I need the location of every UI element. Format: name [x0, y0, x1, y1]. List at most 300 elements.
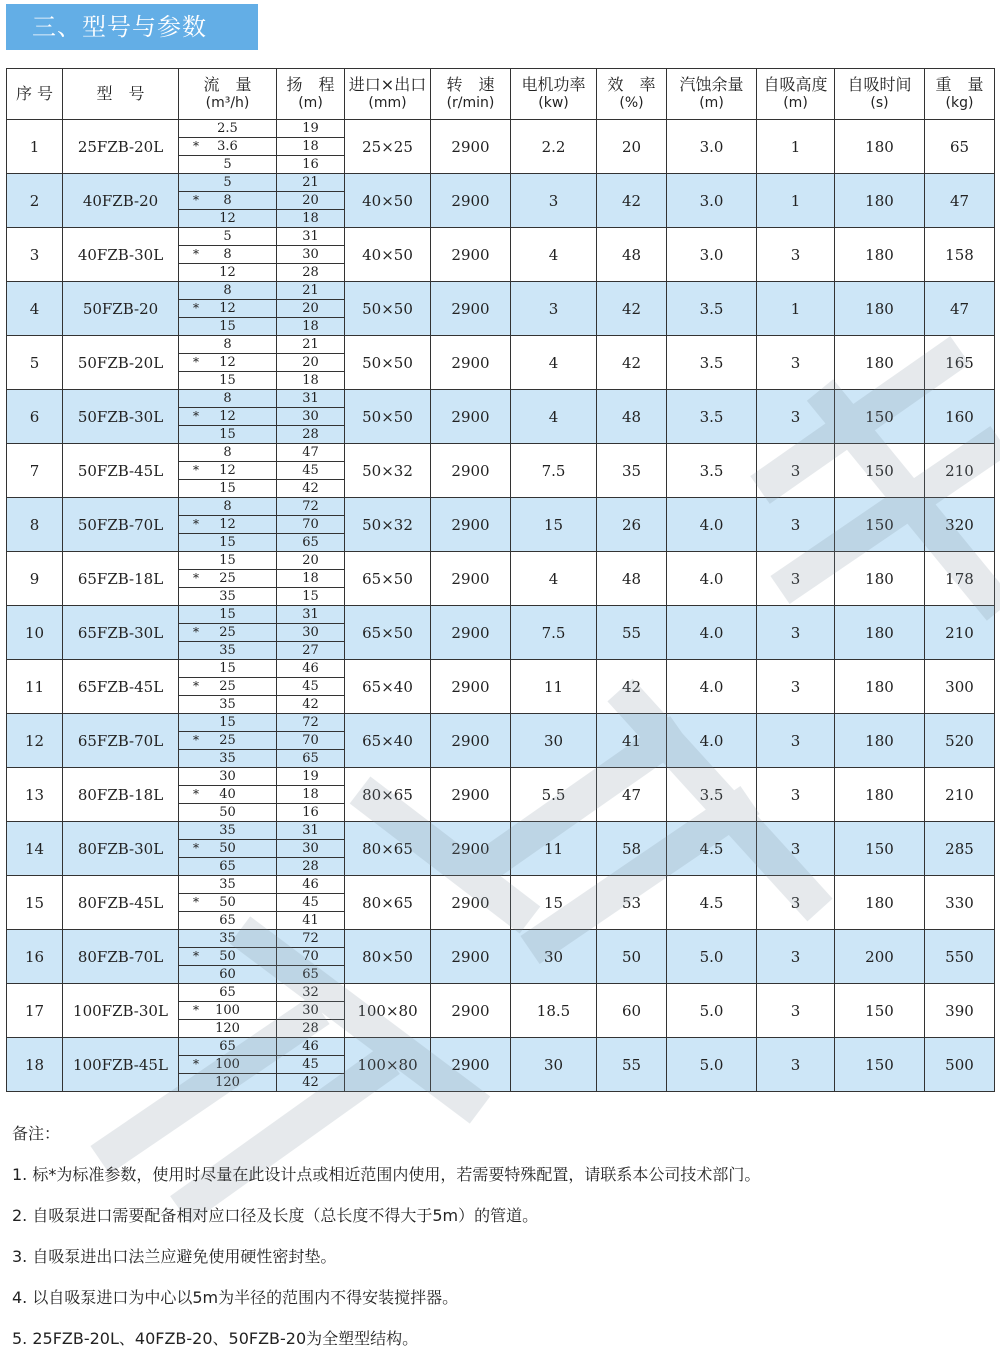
- cell-speed-value: 2900: [451, 407, 490, 426]
- cell-flow: [179, 138, 277, 156]
- standard-point-marker: *: [193, 625, 199, 639]
- cell-model-value: 80FZB-45L: [77, 893, 164, 912]
- cell-flow-value: 35: [219, 877, 236, 892]
- standard-point-marker: *: [193, 841, 199, 855]
- cell-no-value: 14: [24, 839, 45, 858]
- cell-model-value: 80FZB-70L: [77, 947, 164, 966]
- cell-power-value: 30: [543, 731, 564, 750]
- cell-eff-value: 42: [621, 677, 642, 696]
- column-header-unit: (mm): [368, 95, 407, 111]
- column-header: [63, 69, 179, 120]
- cell-io-value: 80×50: [362, 947, 413, 966]
- cell-io-value: 100×80: [357, 1001, 418, 1020]
- cell-lift-value: 3: [790, 1001, 801, 1020]
- cell-time-value: 180: [865, 353, 894, 372]
- cell-time-value: 150: [865, 461, 894, 480]
- cell-speed: [431, 282, 511, 336]
- cell-model-value: 25FZB-20L: [77, 137, 164, 156]
- cell-eff: [597, 444, 667, 498]
- cell-flow: [179, 300, 277, 318]
- cell-npsh: [667, 984, 757, 1038]
- cell-eff: [597, 714, 667, 768]
- cell-head: [277, 408, 345, 426]
- cell-flow: [179, 678, 277, 696]
- standard-point-marker: *: [193, 679, 199, 693]
- cell-eff: [597, 174, 667, 228]
- cell-flow-value: 100: [215, 1003, 240, 1018]
- cell-npsh: [667, 1038, 757, 1092]
- cell-head: [277, 228, 345, 246]
- cell-flow: [179, 1056, 277, 1074]
- cell-head: [277, 372, 345, 390]
- cell-speed-value: 2900: [451, 353, 490, 372]
- standard-point-marker: *: [193, 355, 199, 369]
- cell-weight: [925, 390, 995, 444]
- cell-power: [511, 984, 597, 1038]
- column-header-unit: (kg): [945, 95, 974, 111]
- cell-head-value: 28: [302, 265, 319, 280]
- column-header: [597, 69, 667, 120]
- standard-point-marker: *: [193, 787, 199, 801]
- cell-flow-value: 8: [223, 247, 232, 262]
- cell-npsh: [667, 174, 757, 228]
- column-header: [277, 69, 345, 120]
- cell-npsh-value: 3.5: [699, 461, 724, 480]
- column-header: [667, 69, 757, 120]
- cell-flow: [179, 966, 277, 984]
- cell-time: [835, 606, 925, 660]
- cell-npsh-value: 3.0: [699, 137, 724, 156]
- cell-speed: [431, 174, 511, 228]
- cell-eff-value: 55: [621, 623, 642, 642]
- cell-speed: [431, 444, 511, 498]
- cell-weight: [925, 984, 995, 1038]
- cell-time-value: 150: [865, 1001, 894, 1020]
- cell-speed: [431, 120, 511, 174]
- cell-flow-value: 3.6: [217, 139, 238, 154]
- cell-model: [63, 876, 179, 930]
- cell-head: [277, 498, 345, 516]
- cell-flow: [179, 462, 277, 480]
- cell-weight: [925, 336, 995, 390]
- cell-no-value: 12: [24, 731, 45, 750]
- cell-speed: [431, 714, 511, 768]
- cell-time-value: 180: [865, 893, 894, 912]
- column-header-unit: (m): [699, 95, 724, 111]
- cell-speed-value: 2900: [451, 191, 490, 210]
- cell-model: [63, 1038, 179, 1092]
- cell-npsh-value: 4.0: [699, 623, 724, 642]
- cell-npsh: [667, 606, 757, 660]
- cell-flow-value: 40: [219, 787, 236, 802]
- cell-weight-value: 165: [945, 353, 974, 372]
- cell-flow-value: 8: [223, 445, 232, 460]
- cell-power-value: 11: [543, 839, 564, 858]
- cell-head: [277, 966, 345, 984]
- column-header-label: 汽蚀余量: [679, 75, 744, 94]
- cell-flow: [179, 390, 277, 408]
- cell-head-value: 27: [302, 643, 319, 658]
- cell-lift: [757, 714, 835, 768]
- cell-io: [345, 1038, 431, 1092]
- cell-time: [835, 498, 925, 552]
- cell-npsh: [667, 444, 757, 498]
- cell-head: [277, 588, 345, 606]
- cell-head-value: 72: [302, 499, 319, 514]
- cell-time-value: 180: [865, 677, 894, 696]
- cell-flow: [179, 804, 277, 822]
- cell-flow-value: 15: [219, 319, 236, 334]
- cell-flow-value: 100: [215, 1057, 240, 1072]
- cell-speed-value: 2900: [451, 461, 490, 480]
- cell-flow: [179, 354, 277, 372]
- cell-lift: [757, 660, 835, 714]
- cell-flow: [179, 732, 277, 750]
- table-row: [7, 984, 995, 1002]
- cell-power-value: 5.5: [541, 785, 566, 804]
- cell-weight-value: 47: [949, 191, 970, 210]
- cell-npsh: [667, 282, 757, 336]
- cell-weight-value: 160: [945, 407, 974, 426]
- cell-head: [277, 1020, 345, 1038]
- cell-no-value: 10: [24, 623, 45, 642]
- cell-flow: [179, 120, 277, 138]
- cell-head: [277, 480, 345, 498]
- cell-head-value: 46: [302, 877, 319, 892]
- table-row: [7, 120, 995, 138]
- cell-lift-value: 3: [790, 677, 801, 696]
- cell-time: [835, 282, 925, 336]
- cell-head-value: 31: [302, 823, 319, 838]
- cell-npsh: [667, 228, 757, 282]
- cell-time-value: 180: [865, 137, 894, 156]
- cell-head: [277, 624, 345, 642]
- cell-npsh-value: 3.5: [699, 299, 724, 318]
- cell-power: [511, 768, 597, 822]
- cell-speed-value: 2900: [451, 1055, 490, 1074]
- cell-head: [277, 336, 345, 354]
- cell-npsh: [667, 552, 757, 606]
- cell-flow-value: 50: [219, 895, 236, 910]
- cell-flow-value: 12: [219, 355, 236, 370]
- cell-head: [277, 444, 345, 462]
- cell-io: [345, 606, 431, 660]
- column-header-unit: (r/min): [446, 95, 495, 111]
- cell-eff: [597, 768, 667, 822]
- cell-power: [511, 714, 597, 768]
- cell-speed-value: 2900: [451, 137, 490, 156]
- cell-flow-value: 25: [219, 571, 236, 586]
- cell-eff: [597, 984, 667, 1038]
- cell-head: [277, 750, 345, 768]
- cell-lift-value: 3: [790, 353, 801, 372]
- column-header-unit: (m): [783, 95, 808, 111]
- cell-npsh-value: 4.5: [699, 839, 724, 858]
- cell-weight-value: 550: [945, 947, 974, 966]
- cell-speed: [431, 822, 511, 876]
- cell-no: [7, 336, 63, 390]
- cell-lift-value: 3: [790, 569, 801, 588]
- cell-no-value: 18: [24, 1055, 45, 1074]
- cell-no: [7, 714, 63, 768]
- cell-no: [7, 282, 63, 336]
- cell-time: [835, 336, 925, 390]
- cell-flow: [179, 930, 277, 948]
- cell-io: [345, 660, 431, 714]
- cell-eff-value: 58: [621, 839, 642, 858]
- cell-flow-value: 35: [219, 823, 236, 838]
- cell-io-value: 50×50: [362, 407, 413, 426]
- cell-npsh: [667, 822, 757, 876]
- cell-model-value: 50FZB-70L: [77, 515, 164, 534]
- cell-power-value: 3: [548, 191, 559, 210]
- cell-time: [835, 444, 925, 498]
- cell-power: [511, 930, 597, 984]
- cell-no: [7, 498, 63, 552]
- cell-head-value: 31: [302, 391, 319, 406]
- cell-time-value: 150: [865, 515, 894, 534]
- cell-head: [277, 534, 345, 552]
- standard-point-marker: *: [193, 1003, 199, 1017]
- cell-head-value: 18: [302, 373, 319, 388]
- cell-io: [345, 336, 431, 390]
- cell-weight: [925, 930, 995, 984]
- cell-head-value: 18: [302, 787, 319, 802]
- cell-eff: [597, 552, 667, 606]
- cell-model-value: 80FZB-30L: [77, 839, 164, 858]
- cell-flow: [179, 642, 277, 660]
- cell-head-value: 28: [302, 427, 319, 442]
- cell-lift: [757, 768, 835, 822]
- cell-model: [63, 930, 179, 984]
- cell-head-value: 46: [302, 1039, 319, 1054]
- cell-speed: [431, 336, 511, 390]
- cell-head-value: 18: [302, 319, 319, 334]
- cell-npsh: [667, 876, 757, 930]
- cell-flow-value: 120: [215, 1021, 240, 1036]
- cell-flow: [179, 768, 277, 786]
- table-row: [7, 552, 995, 570]
- cell-flow-value: 15: [219, 607, 236, 622]
- table-body: [7, 120, 995, 1092]
- cell-flow-value: 12: [219, 265, 236, 280]
- cell-io-value: 65×40: [362, 677, 413, 696]
- cell-io-value: 100×80: [357, 1055, 418, 1074]
- cell-flow: [179, 264, 277, 282]
- cell-lift-value: 1: [790, 299, 801, 318]
- cell-npsh-value: 3.5: [699, 407, 724, 426]
- cell-head-value: 72: [302, 715, 319, 730]
- column-header: [345, 69, 431, 120]
- cell-no-value: 4: [29, 299, 40, 318]
- cell-power-value: 4: [548, 407, 559, 426]
- cell-head-value: 45: [302, 463, 319, 478]
- cell-speed-value: 2900: [451, 677, 490, 696]
- cell-head-value: 65: [302, 535, 319, 550]
- note-item: 2. 自吸泵进口需要配备相对应口径及长度（总长度不得大于5m）的管道。: [12, 1206, 539, 1225]
- column-header-label: 序 号: [15, 84, 54, 103]
- cell-flow-value: 120: [215, 1075, 240, 1090]
- cell-model: [63, 606, 179, 660]
- cell-time: [835, 174, 925, 228]
- cell-head-value: 16: [302, 805, 319, 820]
- cell-time: [835, 120, 925, 174]
- cell-power-value: 11: [543, 677, 564, 696]
- table-row: [7, 1038, 995, 1056]
- cell-speed: [431, 930, 511, 984]
- cell-power: [511, 552, 597, 606]
- table-row: [7, 498, 995, 516]
- cell-lift-value: 3: [790, 461, 801, 480]
- cell-weight: [925, 552, 995, 606]
- cell-flow-value: 30: [219, 769, 236, 784]
- cell-model: [63, 822, 179, 876]
- cell-npsh-value: 3.5: [699, 785, 724, 804]
- cell-power: [511, 498, 597, 552]
- cell-io-value: 80×65: [362, 839, 413, 858]
- cell-model-value: 65FZB-70L: [77, 731, 164, 750]
- notes-heading: 备注：: [12, 1124, 61, 1143]
- standard-point-marker: *: [193, 1057, 199, 1071]
- cell-head-value: 42: [302, 481, 319, 496]
- cell-flow-value: 35: [219, 589, 236, 604]
- cell-flow: [179, 750, 277, 768]
- cell-weight-value: 520: [945, 731, 974, 750]
- column-header: [835, 69, 925, 120]
- cell-power: [511, 174, 597, 228]
- cell-weight: [925, 606, 995, 660]
- cell-weight: [925, 714, 995, 768]
- cell-head: [277, 912, 345, 930]
- cell-no: [7, 174, 63, 228]
- cell-no: [7, 768, 63, 822]
- cell-flow-value: 5: [223, 175, 232, 190]
- cell-lift-value: 3: [790, 839, 801, 858]
- cell-io-value: 40×50: [362, 245, 413, 264]
- cell-speed-value: 2900: [451, 731, 490, 750]
- cell-head: [277, 642, 345, 660]
- cell-npsh: [667, 390, 757, 444]
- cell-eff-value: 55: [621, 1055, 642, 1074]
- cell-model: [63, 984, 179, 1038]
- column-header: [179, 69, 277, 120]
- cell-speed-value: 2900: [451, 947, 490, 966]
- cell-time: [835, 714, 925, 768]
- cell-flow-value: 2.5: [217, 121, 238, 136]
- cell-flow-value: 65: [219, 1039, 236, 1054]
- cell-lift-value: 3: [790, 1055, 801, 1074]
- cell-weight: [925, 282, 995, 336]
- cell-time-value: 180: [865, 569, 894, 588]
- cell-power-value: 4: [548, 353, 559, 372]
- cell-head-value: 65: [302, 751, 319, 766]
- cell-model: [63, 228, 179, 282]
- cell-head: [277, 1056, 345, 1074]
- cell-flow-value: 65: [219, 913, 236, 928]
- cell-io-value: 65×50: [362, 569, 413, 588]
- cell-weight: [925, 444, 995, 498]
- cell-speed-value: 2900: [451, 785, 490, 804]
- cell-head-value: 30: [302, 625, 319, 640]
- cell-no: [7, 822, 63, 876]
- cell-power-value: 4: [548, 569, 559, 588]
- cell-eff: [597, 606, 667, 660]
- cell-no-value: 16: [24, 947, 45, 966]
- cell-head: [277, 660, 345, 678]
- table-row: [7, 336, 995, 354]
- cell-flow-value: 12: [219, 409, 236, 424]
- cell-head-value: 30: [302, 247, 319, 262]
- cell-no-value: 9: [29, 569, 40, 588]
- cell-lift-value: 1: [790, 137, 801, 156]
- cell-io-value: 65×50: [362, 623, 413, 642]
- cell-weight-value: 178: [945, 569, 974, 588]
- cell-flow: [179, 210, 277, 228]
- cell-head: [277, 390, 345, 408]
- cell-head: [277, 156, 345, 174]
- cell-eff-value: 41: [621, 731, 642, 750]
- note-item: 5. 25FZB-20L、40FZB-20、50FZB-20为全塑型结构。: [12, 1329, 419, 1348]
- cell-head: [277, 282, 345, 300]
- cell-eff: [597, 282, 667, 336]
- cell-weight-value: 320: [945, 515, 974, 534]
- cell-lift: [757, 984, 835, 1038]
- cell-time: [835, 660, 925, 714]
- cell-lift: [757, 444, 835, 498]
- cell-flow: [179, 1020, 277, 1038]
- cell-head: [277, 606, 345, 624]
- cell-eff-value: 42: [621, 353, 642, 372]
- cell-flow-value: 8: [223, 499, 232, 514]
- cell-flow: [179, 1074, 277, 1092]
- cell-model-value: 50FZB-45L: [77, 461, 164, 480]
- cell-eff-value: 48: [621, 245, 642, 264]
- cell-lift: [757, 606, 835, 660]
- cell-head: [277, 354, 345, 372]
- cell-flow-value: 8: [223, 337, 232, 352]
- cell-head-value: 20: [302, 301, 319, 316]
- cell-head-value: 21: [302, 283, 319, 298]
- cell-io-value: 50×50: [362, 353, 413, 372]
- cell-no-value: 7: [29, 461, 40, 480]
- column-header-label: 进口×出口: [348, 75, 427, 94]
- cell-flow: [179, 984, 277, 1002]
- cell-speed: [431, 768, 511, 822]
- cell-lift: [757, 876, 835, 930]
- cell-lift: [757, 174, 835, 228]
- cell-eff: [597, 930, 667, 984]
- cell-flow: [179, 570, 277, 588]
- cell-head: [277, 768, 345, 786]
- cell-power-value: 18.5: [536, 1001, 571, 1020]
- standard-point-marker: *: [193, 247, 199, 261]
- cell-head: [277, 246, 345, 264]
- cell-model: [63, 390, 179, 444]
- cell-eff: [597, 390, 667, 444]
- table-row: [7, 768, 995, 786]
- cell-flow: [179, 912, 277, 930]
- cell-time: [835, 984, 925, 1038]
- cell-npsh: [667, 930, 757, 984]
- cell-npsh: [667, 498, 757, 552]
- cell-flow-value: 12: [219, 211, 236, 226]
- cell-head: [277, 930, 345, 948]
- cell-flow: [179, 696, 277, 714]
- cell-npsh-value: 3.0: [699, 245, 724, 264]
- cell-model: [63, 660, 179, 714]
- cell-flow: [179, 498, 277, 516]
- cell-no-value: 13: [24, 785, 45, 804]
